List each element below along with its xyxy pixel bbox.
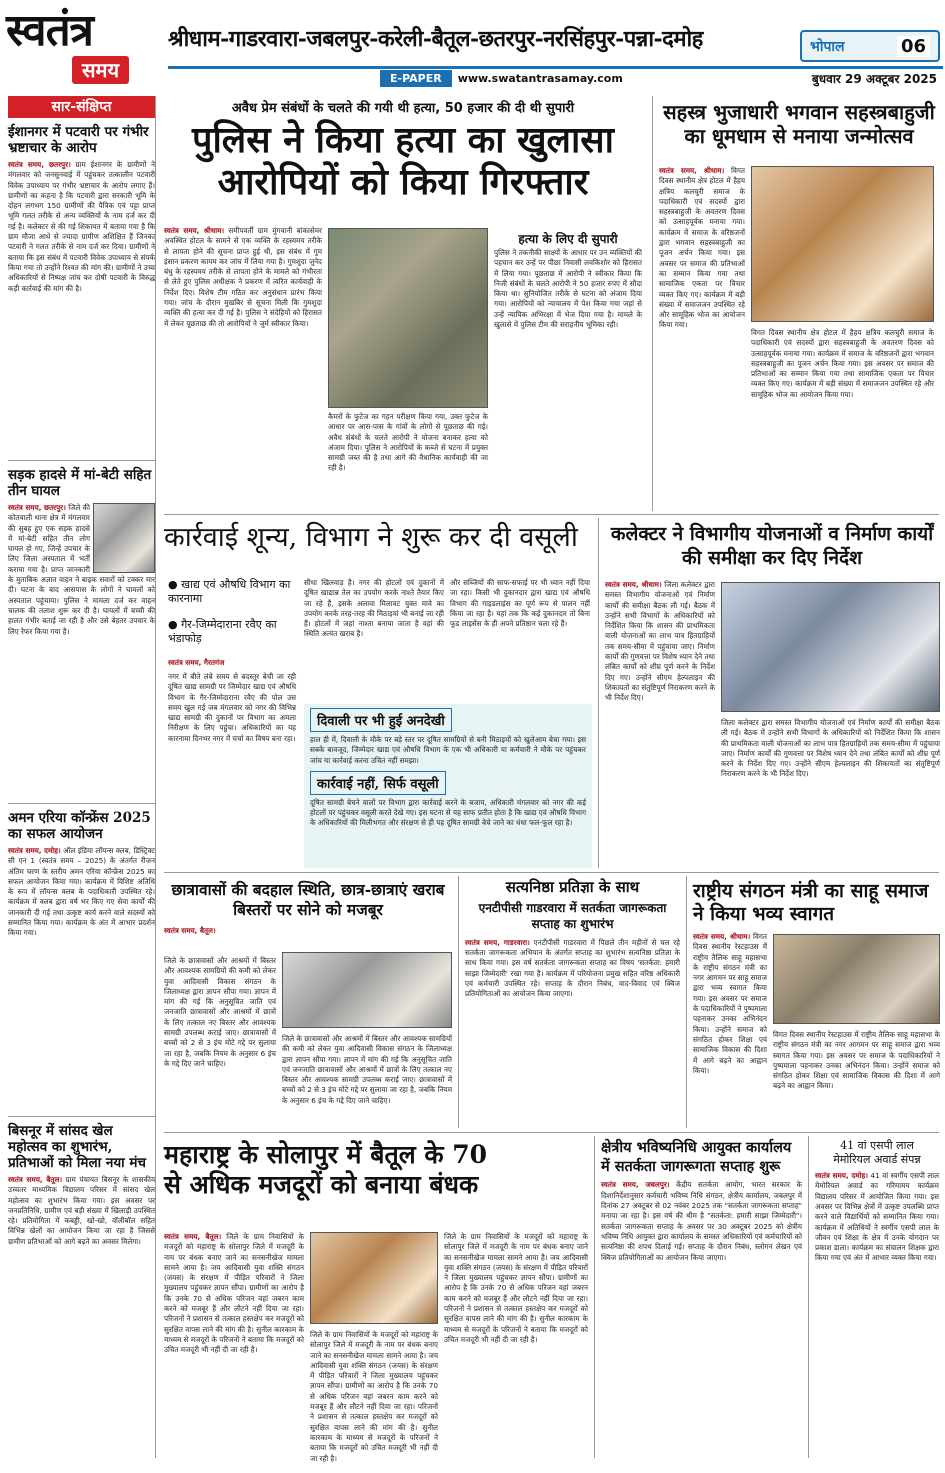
bandhak-text-continued-2: जिले के ग्राम निवासियों के मजदूरों को महाराष्ट्र के सोलापुर जिले में मजदूरी के नाम पर बंधक बनाए जाने का सनसनीखेज मामला सामने आया है। जय आदिवासी युवा शक्ति संगठन (जयस) के संरक्षण में पीड़ित परिवारों ने जिला मुख्यालय पहुंचकर ज्ञापन सौंपा। ग्रामीणों का आरोप है कि उनके 70 से अधिक परिजन वहां जबरन काम करने को मजबूर हैं और लौटने नहीं दिया जा रहा। परिजनों ने प्रशासन से तत्काल हस्तक्षेप कर मजदूरों को सुरक्षित वापस लाने की मांग की है। सुनील कारकाम के माध्यम से मजदूरों के परिजनों ने बताया कि मजदूरों को उचित मजदूरी भी नहीं दी जा रही है। [444, 1232, 588, 1344]
issue-date: बुधवार 29 अक्टूबर 2025 [811, 72, 937, 86]
lead-byline: स्वतंत्र समय, श्रीधाम। [164, 226, 225, 235]
spl-story [808, 1136, 939, 1458]
divider [8, 460, 155, 461]
lead-text-1: समीपवर्ती ग्राम मुंगवानी बांकासेमर अवस्थित होटल के सामने से एक व्यक्ति के रहस्यमय तरीके से लापता होने की सूचना प्राप्त हुई थी, इस संबंध में गुम इंसान प्रकरण कायम कर जांच में लिया गया है। गुमशुदा जुनेद बंधु के रहस्यमय तरीके से लापता होने के मामले को गंभीरता से लेते हुए पुलिस अधीक्षक ने प्रकरण में त्वरित कार्यवाही के निर्देश दिए। विशेष टीम गठित कर अनुसंधान प्रारंभ किया गया। जांच के दौरान मुखबिर से सूचना मिली कि गुमशुदा व्यक्ति की हत्या कर दी गई है। पुलिस ने संदेहियों को हिरासत में लेकर पूछताछ की तो आरोपियों ने जुर्म स्वीकार किया। [164, 226, 322, 328]
vasuli-tag-1 [168, 578, 296, 606]
vasuli-text-3: और सब्जियों की साफ-सफाई पर भी ध्यान नहीं दिया जा रहा। किसी भी दुकानदार द्वारा खाद्य एवं औषधि विभाग की गाइडलाइंस का पूर्ण रूप से पालन नहीं किया जा रहा है। यहां तक कि कई दुकानदार तो बिना फूड लाइसेंस के ही अपने प्रतिष्ठान चला रहे हैं। [450, 578, 590, 629]
summary-item-title: बिसनूर में सांसद खेल महोत्सव का शुभारंभ, प्रतिभाओं को मिला नया मंच [8, 1123, 147, 1171]
vasuli-tag-2-text: गैर-जिम्मेदाराना रवैए का भंडाफोड़ [168, 618, 277, 645]
masthead-logo [6, 6, 166, 88]
minister-column-2 [773, 1030, 940, 1128]
pf-text-block [601, 1180, 802, 1440]
page-number: 06 [897, 36, 930, 57]
lead-subhead: हत्या के लिए दी सुपारी [518, 232, 618, 246]
divider [8, 1116, 155, 1117]
summary-item-title: सड़क हादसे में मां-बेटी सहित तीन घायल [8, 467, 152, 499]
sahastra-text: विगत दिवस स्थानीय क्षेत्र होटल में हैहय क्षत्रिय कलचुरी समाज के पदाधिकारी एवं सदस्यों द्वारा सहस्त्रबाहुजी के अवतरण दिवस को उत्साहपूर्वक मनाया गया। कार्यक्रम में समाज के वरिष्ठजनों द्वारा भगवान सहस्त्रबाहुजी का पूजन अर्चन किया गया। इस अवसर पर समाज की प्रतिभाओं का सम्मान किया गया तथा सामाजिक एकता पर विचार व्यक्त किए गए। कार्यक्रम में बड़ी संख्या में समाजजन उपस्थित रहे और सामूहिक भोज का आयोजन किया गया। [659, 166, 745, 330]
lead-column-3 [494, 248, 642, 506]
bandhak-text: जिले के ग्राम निवासियों के मजदूरों को महाराष्ट्र के सोलापुर जिले में मजदूरी के नाम पर बंधक बनाए जाने का सनसनीखेज मामला सामने आया है। जय आदिवासी युवा शक्ति संगठन (जयस) के संरक्षण में पीड़ित परिवारों ने जिला मुख्यालय पहुंचकर ज्ञापन सौंपा। ग्रामीणों का आरोप है कि उनके 70 से अधिक परिजन वहां जबरन काम करने को मजबूर हैं और लौटने नहीं दिया जा रहा। परिजनों ने प्रशासन से तत्काल हस्तक्षेप कर मजदूरों को सुरक्षित वापस लाने की मांग की है। सुनील कारकाम के माध्यम से मजदूरों के परिजनों ने बताया कि मजदूरों को उचित मजदूरी भी नहीं दी जा रही है। [164, 1232, 305, 1355]
summary-section-title: सार-संक्षिप्त [8, 96, 155, 118]
summary-item [8, 810, 155, 1110]
ntpc-text-block [465, 938, 680, 1118]
spl-byline: स्वतंत्र समय, दमोह। [815, 1171, 868, 1181]
vasuli-tag-2 [168, 618, 296, 646]
pf-text: केंद्रीय सतर्कता आयोग, भारत सरकार के दिशानिर्देशानुसार कर्मचारी भविष्य निधि संगठन, क्षेत्रीय कार्यालय, जबलपुर में दिनांक 27 अक्टूबर से 02 नवंबर 2025 तक "सतर्कता जागरूकता सप्ताह" मनाया जा रहा है। इस वर्ष की थीम है "सतर्कता: हमारी साझा जिम्मेदारी"। सतर्कता जागरूकता सप्ताह के अवसर पर 30 अक्टूबर 2025 को क्षेत्रीय भविष्य निधि आयुक्त द्वारा कार्यालय के समस्त अधिकारियों एवं कर्मचारियों को सत्यनिष्ठा की शपथ दिलाई गई। सप्ताह के दौरान निबंध, स्लोगन लेखन एवं क्विज प्रतियोगिताओं का आयोजन किया जाएगा। [601, 1180, 802, 1262]
summary-item [8, 1123, 155, 1473]
bandhak-story [164, 1136, 588, 1463]
summary-column [8, 96, 156, 1458]
vasuli-column-2 [304, 578, 444, 698]
summary-item-byline: स्वतंत्र समय, बैतूल। [8, 1175, 63, 1184]
collector-headline: कलेक्टर ने विभागीय योजनाओं व निर्माण कार्यों की समीक्षा कर दिए निर्देश [610, 523, 934, 569]
bandhak-headline-1: महाराष्ट्र के सोलापुर में बैतूल के 70 [164, 1140, 488, 1169]
minister-photo [773, 934, 940, 1024]
diwali-box [304, 704, 592, 868]
bandhak-headline-2: से अधिक मजदूरों को बनाया बंधक [164, 1170, 479, 1200]
lead-headline-1: पुलिस ने किया हत्या का खुलासा [192, 119, 614, 161]
bandhak-column-2 [310, 1330, 438, 1463]
logo-sub-text: समय [72, 56, 129, 84]
minister-text-continued: विगत दिवस स्थानीय रेस्टहाउस में राष्ट्रीय तैलिक साहू महासभा के राष्ट्रीय संगठन मंत्री का नगर आगमन पर साहू समाज द्वारा भव्य स्वागत किया गया। इस अवसर पर समाज के पदाधिकारियों ने पुष्पमाला पहनाकर उनका अभिनंदन किया। उन्होंने समाज को संगठित होकर शिक्षा एवं सामाजिक विकास की दिशा में आगे बढ़ने का आह्वान किया। [773, 1030, 940, 1091]
lead-story [164, 96, 642, 511]
city-banner-text: श्रीधाम-गाडरवारा-जबलपुर-करेली-बैतूल-छतरपुर-नरसिंहपुर-पन्ना-दमोह [168, 26, 703, 52]
bandhak-column-1 [164, 1232, 304, 1458]
ntpc-byline: स्वतंत्र समय, गाडरवारा। [465, 937, 530, 947]
divider [8, 803, 155, 804]
hostel-byline: स्वतंत्र समय, बैतूल। [164, 926, 216, 935]
collector-column-1 [605, 580, 715, 868]
ntpc-text: एनटीपीसी गाडरवारा में पिछले तीन महीनों से चल रहे सतर्कता जागरूकता अभियान के अंतर्गत सप्ताह का शुभारंभ सत्यनिष्ठा प्रतिज्ञा के साथ किया गया। इस वर्ष सतर्कता जागरूकता सप्ताह का विषय 'सतर्कता: हमारी साझा जिम्मेदारी' रखा गया है। कार्यक्रम में परियोजना प्रमुख सहित वरिष्ठ अधिकारी एवं कर्मचारी उपस्थित रहे। सप्ताह के दौरान निबंध, वाद-विवाद एवं क्विज प्रतियोगिताओं का आयोजन किया जाएगा। [465, 937, 680, 999]
sahastra-photo [751, 166, 934, 322]
hostel-byline-block [164, 926, 452, 936]
hostel-text: जिले के छात्रावासों और आश्रमों में बिस्तर और आवश्यक सामग्रियों की कमी को लेकर युवा आदिवासी विकास संगठन के जिलाध्यक्ष द्वारा ज्ञापन सौंपा गया। ज्ञापन में मांग की गई कि अनुसूचित जाति एवं जनजाति छात्रावासों और आश्रमों में छात्रों के लिए तत्काल नए बिस्तर और आवश्यक सामग्री उपलब्ध कराई जाए। छात्रावासों में बच्चों को 2 से 3 इंच मोटे गद्दे पर सुलाया जा रहा है, जबकि नियम के अनुसार 6 इंच के गद्दे दिए जाने चाहिए। [164, 956, 276, 1068]
vasuli-column-3 [450, 578, 590, 698]
edition-city: भोपाल [810, 38, 845, 55]
pf-story [594, 1136, 802, 1458]
vasuli-box-text: दूषित सामग्री बेचने वालों पर विभाग द्वारा कार्रवाई करने के बजाय, अधिकारी मंगलवार को नगर की कई होटलों पर पहुंचकर वसूली करते देखे गए। इस घटना से यह साफ प्रतीत होता है कि खाद्य एवं औषधि विभाग के अधिकारियों की मिलीभगत और संरक्षण से ही यह दूषित सामग्री बेचे जाने का धंधा फल-फूल रहा है। [310, 797, 586, 828]
vasuli-byline: स्वतंत्र समय, गैरतगंज [168, 658, 225, 667]
ntpc-headline-2: एनटीपीसी गाडरवारा में सतर्कता जागरूकता सप्ताह का शुभारंभ [478, 900, 667, 931]
vasuli-tag-1-text: खाद्य एवं औषधि विभाग का कारनामा [168, 578, 291, 605]
divider [164, 1132, 939, 1133]
minister-story [686, 876, 939, 1128]
sahastra-story [652, 96, 939, 511]
epaper-label: E-PAPER [380, 70, 452, 87]
summary-item-text: ग्राम पंचायत बिसनूर के शासकीय उच्चतर माध्यमिक विद्यालय परिसर में सांसद खेल महोत्सव का शुभारंभ किया गया। इस अवसर पर जनप्रतिनिधि, ग्रामीण एवं बड़ी संख्या में खिलाड़ी उपस्थित रहे। प्रतियोगिता में कबड्डी, खो-खो, वॉलीबॉल सहित विभिन्न खेलों का आयोजन किया जा रहा है जिससे ग्रामीण प्रतिभाओं को आगे बढ़ने का अवसर मिलेगा। [8, 1175, 155, 1246]
diwali-box-title: दिवाली पर भी हुई अनदेखी [310, 708, 452, 732]
sahastra-byline: स्वतंत्र समय, श्रीधाम। [659, 166, 725, 175]
collector-text-continued: जिला कलेक्टर द्वारा समस्त विभागीय योजनाओं एवं निर्माण कार्यों की समीक्षा बैठक ली गई। बैठक में उन्होंने सभी विभागों के अधिकारियों को निर्देशित किया कि शासन की प्राथमिकता वाली योजनाओं का लाभ पात्र हितग्राहियों तक समय-सीमा में पहुंचाया जाए। निर्माण कार्यों की गुणवत्ता पर विशेष ध्यान देने तथा लंबित कार्यों को शीघ्र पूर्ण करने के निर्देश दिए गए। उन्होंने सीएम हेल्पलाइन की शिकायतों का संतुष्टिपूर्ण निराकरण करने के भी निर्देश दिए। [721, 718, 940, 779]
spl-text-block [815, 1171, 939, 1451]
hostel-text-continued: जिले के छात्रावासों और आश्रमों में बिस्तर और आवश्यक सामग्रियों की कमी को लेकर युवा आदिवासी विकास संगठन के जिलाध्यक्ष द्वारा ज्ञापन सौंपा गया। ज्ञापन में मांग की गई कि अनुसूचित जाति एवं जनजाति छात्रावासों और आश्रमों में छात्रों के लिए तत्काल नए बिस्तर और आवश्यक सामग्री उपलब्ध कराई जाए। छात्रावासों में बच्चों को 2 से 3 इंच मोटे गद्दे पर सुलाया जा रहा है, जबकि नियम के अनुसार 6 इंच के गद्दे दिए जाने चाहिए। [282, 1034, 452, 1105]
vasuli-story [164, 518, 592, 868]
pf-headline-1: क्षेत्रीय भविष्यनिधि आयुक्त कार्यालय [601, 1139, 792, 1156]
spl-headline-1: 41 वां एसपी लाल [840, 1139, 914, 1152]
sahastra-headline: सहस्त्र भुजाधारी भगवान सहस्त्रबाहुजी का धूमधाम से मनाया जन्मोत्सव [663, 100, 935, 148]
spl-text: 41 वां स्वर्गीय एसपी लाल मेमोरियल अवार्ड का गरिमामय कार्यक्रम विद्यालय परिसर में आयोजित किया गया। इस अवसर पर विभिन्न क्षेत्रों में उत्कृष्ट उपलब्धि प्राप्त करने वाले विद्यार्थियों को सम्मानित किया गया। कार्यक्रम में अतिथियों ने स्वर्गीय एसपी लाल के जीवन एवं शिक्षा के क्षेत्र में उनके योगदान पर प्रकाश डाला। कार्यक्रम का संचालन शिक्षक द्वारा किया गया एवं अंत में आभार व्यक्त किया गया। [815, 1171, 939, 1263]
hostel-column-2 [282, 1034, 452, 1128]
hostel-headline: छात्रावासों की बदहाल स्थिति, छात्र-छात्राएं खराब बिस्तरों पर सोने को मजबूर [171, 880, 445, 919]
ntpc-headline-1: सत्यनिष्ठा प्रतिज्ञा के साथ [505, 878, 640, 896]
spl-headline-2: मेमोरियल अवार्ड संपन्न [833, 1152, 921, 1166]
summary-item [8, 467, 155, 797]
divider [164, 514, 939, 515]
vasuli-box-title: कार्रवाई नहीं, सिर्फ वसूली [310, 771, 446, 795]
collector-story [598, 518, 939, 868]
bullet-icon: ● [168, 618, 182, 631]
city-banner [168, 14, 800, 64]
summary-item-byline: स्वतंत्र समय, छतरपुर। [8, 160, 71, 169]
summary-item-byline: स्वतंत्र समय, छतरपुर। [8, 503, 66, 512]
minister-text: विगत दिवस स्थानीय रेस्टहाउस में राष्ट्रीय तैलिक साहू महासभा के राष्ट्रीय संगठन मंत्री का नगर आगमन पर साहू समाज द्वारा भव्य स्वागत किया गया। इस अवसर पर समाज के पदाधिकारियों ने पुष्पमाला पहनाकर उनका अभिनंदन किया। उन्होंने समाज को संगठित होकर शिक्षा एवं सामाजिक विकास की दिशा में आगे बढ़ने का आह्वान किया। [693, 932, 767, 1075]
vasuli-headline: कार्रवाई शून्य, विभाग ने शुरू कर दी वसूली [164, 522, 578, 553]
bandhak-byline: स्वतंत्र समय, बैतूल। [164, 1232, 222, 1241]
bullet-icon: ● [168, 578, 182, 591]
divider [164, 872, 939, 873]
collector-text: जिला कलेक्टर द्वारा समस्त विभागीय योजनाओं एवं निर्माण कार्यों की समीक्षा बैठक ली गई। बैठक में उन्होंने सभी विभागों के अधिकारियों को निर्देशित किया कि शासन की प्राथमिकता वाली योजनाओं का लाभ पात्र हितग्राहियों तक समय-सीमा में पहुंचाया जाए। निर्माण कार्यों की गुणवत्ता पर विशेष ध्यान देने तथा लंबित कार्यों को शीघ्र पूर्ण करने के निर्देश दिए गए। उन्होंने सीएम हेल्पलाइन की शिकायतों का संतुष्टिपूर्ण निराकरण करने के भी निर्देश दिए। [605, 580, 715, 703]
lead-headline-2: आरोपियों को किया गिरफ्तार [217, 160, 589, 203]
lead-text-2: कैमरों के फुटेज का गहन परीक्षण किया गया, उक्त फुटेज के आधार पर आस-पास के गांवों के लोगों से पूछताछ की गई। अवैध संबंधों के चलते आरोपी ने योजना बनाकर हत्या को अंजाम दिया। पुलिस ने आरोपियों के कब्जे से घटना में प्रयुक्त सामग्री जब्त की है तथा आगे की वैधानिक कार्यवाही की जा रही है। [328, 412, 488, 473]
hostel-photo [282, 952, 452, 1028]
summary-item-text: ऑल इंडिया लॉयन्स क्लब, डिस्ट्रिक्ट सी एन 1 (स्वतंत्र समय – 2025) के अंतर्गत रीजन अंतिम चरण के स्तरीय अमन एरिया कॉन्फ्रेंस 2025 का सफल आयोजन किया गया। कार्यक्रम में विशिष्ट अतिथि के रूप में लॉयन्स क्लब के पदाधिकारी उपस्थित रहे। कार्यक्रम में क्लब द्वारा वर्ष भर किए गए सेवा कार्यों की जानकारी दी गई तथा उत्कृष्ट कार्य करने वाले सदस्यों को सम्मानित किया गया। कार्यक्रम के अंत में आभार प्रदर्शन किया गया। [8, 846, 155, 938]
sahastra-text-col [659, 166, 745, 506]
vasuli-text-2: सीधा खिलवाड़ है। नगर की होटलों एवं दुकानों में दूषित खाद्यान्न तेल का उपयोग करके नाश्ते तैयार किए जा रहे हैं, इसके अलावा मिलावट युक्त मावे का उपयोग करके तरह-तरह की मिठाइयां भी बनाई जा रही हैं। होटलों में जहां नाश्ता बनाया जाता है वहां की स्थिति अत्यंत खराब है। [304, 578, 445, 639]
vasuli-byline-block [168, 658, 296, 668]
minister-headline: राष्ट्रीय संगठन मंत्री का साहू समाज ने किया भव्य स्वागत [693, 880, 929, 925]
lead-kicker: अवैध प्रेम संबंधों के चलते की गयी थी हत्या, 50 हजार की दी थी सुपारी [231, 101, 575, 116]
edition-badge [800, 30, 940, 62]
summary-item-byline: स्वतंत्र समय, दमोह। [8, 846, 61, 855]
collector-photo [721, 582, 940, 712]
sahastra-text-continued: विगत दिवस स्थानीय क्षेत्र होटल में हैहय क्षत्रिय कलचुरी समाज के पदाधिकारी एवं सदस्यों द्वारा सहस्त्रबाहुजी के अवतरण दिवस को उत्साहपूर्वक मनाया गया। कार्यक्रम में समाज के वरिष्ठजनों द्वारा भगवान सहस्त्रबाहुजी का पूजन अर्चन किया गया। इस अवसर पर समाज की प्रतिभाओं का सम्मान किया गया तथा सामाजिक एकता पर विचार व्यक्त किए गए। कार्यक्रम में बड़ी संख्या में समाजजन उपस्थित रहे और सामूहिक भोज का आयोजन किया गया। [751, 328, 934, 399]
masthead-strip [168, 66, 943, 88]
vasuli-text-1: नगर में बीते लंबे समय से बदस्तूर बेची जा रही दूषित खाद्य सामग्री पर जिम्मेदार खाद्य एवं औषधि विभाग के गैर-जिम्मेदाराना रवैए की पोल उस समय खुल गई जब मंगलवार को नगर की विभिन्न खाद्य सामग्री की दुकानों पर विभाग का अमला निरीक्षण के लिए पहुंचा। अधिकारियों का यह कारनामा दिनभर नगर में चर्चा का विषय बना रहा। [168, 672, 296, 743]
lead-photo [328, 228, 488, 408]
ntpc-story [458, 876, 680, 1128]
diwali-box-text: हाल ही में, दिवाली के मौके पर बड़े स्तर पर दूषित सामग्रियों से बनी मिठाइयों को खुलेआम बेचा गया। इस सबके बावजूद, जिम्मेदार खाद्य एवं औषधि विभाग के एक भी अधिकारी या कर्मचारी ने मौके पर पहुंचकर जांच या कार्रवाई करना उचित नहीं समझा। [310, 735, 586, 765]
accident-photo [93, 503, 155, 573]
lead-column-2 [328, 412, 488, 506]
vasuli-column-1 [168, 672, 296, 868]
hostel-story [164, 876, 452, 1128]
pf-headline-2: में सतर्कता जागरूगता सप्ताह शुरू [601, 1158, 781, 1176]
summary-item-title: ईशानगर में पटवारी पर गंभीर भ्रष्टाचार के आरोप [8, 124, 149, 156]
bandhak-text-continued: जिले के ग्राम निवासियों के मजदूरों को महाराष्ट्र के सोलापुर जिले में मजदूरी के नाम पर बंधक बनाए जाने का सनसनीखेज मामला सामने आया है। जय आदिवासी युवा शक्ति संगठन (जयस) के संरक्षण में पीड़ित परिवारों ने जिला मुख्यालय पहुंचकर ज्ञापन सौंपा। ग्रामीणों का आरोप है कि उनके 70 से अधिक परिजन वहां जबरन काम करने को मजबूर हैं और लौटने नहीं दिया जा रहा। परिजनों ने प्रशासन से तत्काल हस्तक्षेप कर मजदूरों को सुरक्षित वापस लाने की मांग की है। सुनील कारकाम के माध्यम से मजदूरों के परिजनों ने बताया कि मजदूरों को उचित मजदूरी भी नहीं दी जा रही है। [310, 1330, 438, 1463]
bandhak-photo [310, 1232, 438, 1324]
logo-main-text: स्वतंत्र [6, 5, 93, 56]
lead-column-1 [164, 226, 322, 506]
collector-column-2 [721, 718, 940, 868]
website-link[interactable]: www.swatantrasamay.com [457, 72, 623, 85]
pf-byline: स्वतंत्र समय, जबलपुर। [601, 1180, 670, 1190]
collector-byline: स्वतंत्र समय, श्रीधाम। [605, 580, 662, 589]
summary-item-text: जिले की कोतवाली थाना क्षेत्र में मंगलवार की सुबह हुए एक सड़क हादसे में मां-बेटी सहित तीन लोग घायल हो गए, जिन्हें उपचार के लिए जिला अस्पताल में भर्ती कराया गया है। प्राप्त जानकारी के मुताबिक अज्ञात वाहन ने बाइक सवारों को टक्कर मार दी। घटना के बाद आसपास के लोगों ने घायलों को अस्पताल पहुंचाया। पुलिस ने मामला दर्ज कर वाहन चालक की तलाश शुरू कर दी है। घायलों में बच्ची की हालत गंभीर बताई जा रही है और उसे बेहतर उपचार के लिए रेफर किया गया है। [8, 503, 155, 636]
sahastra-text-col-2 [751, 328, 934, 506]
minister-byline: स्वतंत्र समय, श्रीधाम। [693, 932, 751, 941]
summary-item-title: अमन एरिया कॉन्फ्रेंस 2025 का सफल आयोजन [8, 810, 151, 842]
hostel-column-1 [164, 956, 276, 1128]
bandhak-column-3 [444, 1232, 588, 1458]
summary-item [8, 124, 155, 454]
minister-column-1 [693, 932, 767, 1128]
lead-text-3: पुलिस ने तकनीकी साक्ष्यों के आधार पर उन व्यक्तियों की पहचान कर उन्हें पर पीछा निवासी लवकिशोर को हिरासत में लिया गया। पूछताछ में आरोपी ने स्वीकार किया कि निजी संबंधों के चलते आरोपी ने 50 हजार रुपए में सौदा किया था। सुनियोजित तरीके से घटना को अंजाम दिया गया। आरोपियों को न्यायालय में पेश किया गया जहां से उन्हें न्यायिक अभिरक्षा में भेज दिया गया है। मामले के खुलासे में पुलिस टीम की सराहनीय भूमिका रही। [494, 248, 642, 330]
summary-item-text: ग्राम ईशानगर के ग्रामीणों ने मंगलवार को जनसुनवाई में पहुंचकर तत्कालीन पटवारी विवेक उपाध्याय पर गंभीर भ्रष्टाचार के आरोप लगाए हैं। ग्रामीणों का कहना है कि पटवारी द्वारा सरकारी भूमि के दोहन लगभग 150 ग्रामीणों की पैत्रिक एवं पट्टा प्राप्त भूमि गलत तरीके से अन्य व्यक्तियों के नाम दर्ज कर दी गई है। कलेक्टर से की गई शिकायत में बताया गया है कि ग्राम मौजा आधे से ज्यादा ग्रामीण अशिक्षित हैं जिनका पटवारी ने गलत तरीके से नाम दर्ज कर दिया। ग्रामीणों ने बताया कि इस संबंध में पटवारी विवेक उपाध्याय से संपर्क किया गया तो उन्होंने रिश्वत की मांग की। ग्रामीणों ने उच्च अधिकारियों से निष्पक्ष जांच कर दोषी पटवारी के विरुद्ध कड़ी कार्रवाई की मांग की है। [8, 160, 156, 293]
